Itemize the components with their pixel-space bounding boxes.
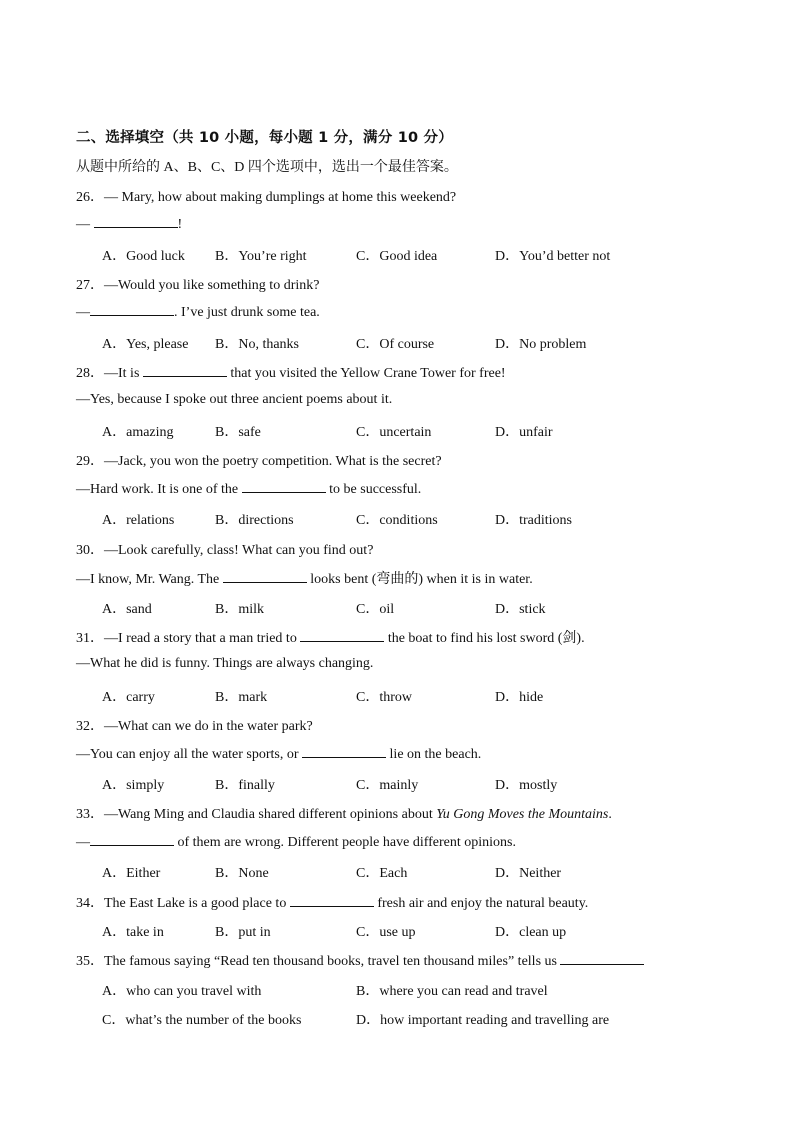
- option-b: B．finally: [215, 778, 275, 793]
- answer-blank: [94, 215, 178, 228]
- option-d: D．mostly: [495, 778, 558, 793]
- question-32-text: 32．—What can we do in the water park?: [76, 719, 313, 734]
- question-33-text: [76, 803, 612, 823]
- question-suffix: fresh air and enjoy the natural beauty.: [373, 896, 589, 911]
- reply-suffix: to be successful.: [325, 482, 422, 497]
- option-d: D．traditions: [495, 513, 572, 528]
- option-d: D．No problem: [495, 337, 587, 352]
- option-d: D．Neither: [495, 866, 562, 881]
- question-26-text: 26．— Mary, how about making dumplings at home this weekend?: [76, 190, 457, 205]
- question-32-reply: [76, 745, 481, 763]
- option-a: A．carry: [102, 690, 155, 705]
- question-prefix: 31．—I read a story that a man tried to: [76, 631, 301, 646]
- option-d: D．clean up: [495, 925, 567, 940]
- option-c: C．throw: [356, 690, 412, 705]
- option-a: A．Yes, please: [102, 337, 189, 352]
- option-a: A．relations: [102, 513, 175, 528]
- question-27-reply: [76, 303, 320, 321]
- answer-blank: [90, 833, 174, 846]
- reply-prefix: —Hard work. It is one of the: [76, 482, 242, 497]
- question-34-text: [76, 892, 588, 912]
- option-c: C．oil: [356, 602, 395, 617]
- question-30-reply: [76, 568, 533, 588]
- option-c: C．Each: [356, 866, 408, 881]
- reply-suffix: lie on the beach.: [386, 747, 482, 762]
- reply-prefix: —I know, Mr. Wang. The: [76, 572, 223, 587]
- option-c: C．Of course: [356, 337, 435, 352]
- option-b: B．You’re right: [215, 249, 307, 264]
- answer-blank: [560, 952, 644, 965]
- question-28-reply: —Yes, because I spoke out three ancient poems about it.: [76, 392, 393, 407]
- option-a: A．Either: [102, 866, 161, 881]
- option-b: B．directions: [215, 513, 294, 528]
- answer-blank: [242, 480, 326, 493]
- answer-blank: [223, 570, 307, 583]
- book-title: Yu Gong Moves the Mountains: [436, 807, 609, 822]
- reply-prefix: —: [76, 217, 94, 232]
- option-b: B．safe: [215, 425, 261, 440]
- option-c: C．use up: [356, 925, 416, 940]
- option-a: A．simply: [102, 778, 165, 793]
- option-d: D．how important reading and travelling are: [356, 1013, 610, 1028]
- option-b: B．mark: [215, 690, 268, 705]
- question-31-reply: —What he did is funny. Things are always changing.: [76, 656, 374, 671]
- section-instruction: 从题中所给的 A、B、C、D 四个选项中，选出一个最佳答案。: [76, 160, 458, 175]
- question-prefix: 33．—Wang Ming and Claudia shared different opinions about: [76, 807, 437, 822]
- option-b: B．milk: [215, 602, 265, 617]
- answer-blank: [90, 303, 174, 316]
- option-b: B．where you can read and travel: [356, 984, 548, 999]
- option-a: A．who can you travel with: [102, 984, 262, 999]
- option-c: C．mainly: [356, 778, 419, 793]
- question-prefix: 34．The East Lake is a good place to: [76, 896, 290, 911]
- question-31-text: [76, 627, 585, 647]
- question-27-text: 27．—Would you like something to drink?: [76, 278, 320, 293]
- reply-prefix: —You can enjoy all the water sports, or: [76, 747, 303, 762]
- question-suffix: the boat to find his lost sword (剑).: [384, 631, 585, 646]
- reply-prefix: —: [76, 305, 90, 320]
- question-suffix: that you visited the Yellow Crane Tower for free!: [226, 366, 506, 381]
- option-a: A．sand: [102, 602, 152, 617]
- option-d: D．You’d better not: [495, 249, 611, 264]
- reply-suffix: of them are wrong. Different people have different opinions.: [174, 835, 516, 850]
- option-d: D．hide: [495, 690, 544, 705]
- answer-blank: [300, 629, 384, 642]
- question-35-text: [76, 950, 644, 970]
- option-b: B．No, thanks: [215, 337, 299, 352]
- option-c: C．what’s the number of the books: [102, 1013, 302, 1028]
- question-prefix: 28．—It is: [76, 366, 143, 381]
- question-29-text: 29．—Jack, you won the poetry competition. What is the secret?: [76, 454, 442, 469]
- option-c: C．conditions: [356, 513, 438, 528]
- option-c: C．Good idea: [356, 249, 438, 264]
- question-33-reply: [76, 833, 516, 851]
- question-prefix: 35．The famous saying “Read ten thousand books, travel ten thousand miles” tells us: [76, 954, 561, 969]
- reply-suffix: . I’ve just drunk some tea.: [174, 305, 320, 320]
- answer-blank: [143, 364, 227, 377]
- answer-blank: [290, 894, 374, 907]
- answer-blank: [302, 745, 386, 758]
- option-a: A．take in: [102, 925, 164, 940]
- question-28-text: [76, 362, 506, 382]
- option-b: B．None: [215, 866, 269, 881]
- question-26-reply: [76, 215, 182, 233]
- option-a: A．amazing: [102, 425, 174, 440]
- option-d: D．stick: [495, 602, 546, 617]
- option-b: B．put in: [215, 925, 271, 940]
- question-29-reply: [76, 480, 421, 498]
- question-30-text: 30．—Look carefully, class! What can you find out?: [76, 543, 374, 558]
- section-title: 二、选择填空（共 10 小题，每小题 1 分，满分 10 分）: [76, 130, 453, 146]
- option-c: C．uncertain: [356, 425, 432, 440]
- option-d: D．unfair: [495, 425, 553, 440]
- option-a: A．Good luck: [102, 249, 185, 264]
- question-suffix: .: [608, 807, 612, 822]
- reply-suffix: !: [177, 217, 183, 232]
- reply-suffix: looks bent (弯曲的) when it is in water.: [306, 572, 533, 587]
- reply-prefix: —: [76, 835, 90, 850]
